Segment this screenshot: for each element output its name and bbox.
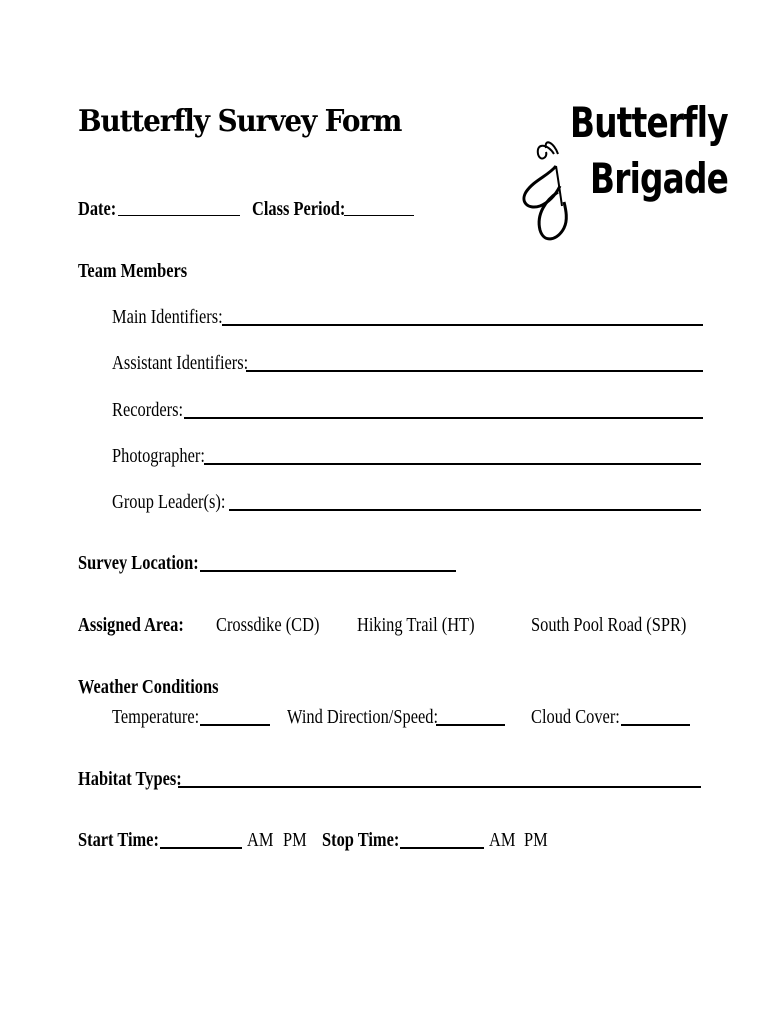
date-field[interactable] <box>118 215 240 216</box>
stop-time-field[interactable] <box>400 847 484 849</box>
date-label: Date: <box>78 198 117 220</box>
class-period-label: Class Period: <box>252 198 346 220</box>
photographer-label: Photographer: <box>112 445 205 467</box>
main-identifiers-label: Main Identifiers: <box>112 306 223 328</box>
butterfly-brigade-logo <box>518 96 729 256</box>
habitat-types-label: Habitat Types: <box>78 768 182 790</box>
photographer-field[interactable] <box>204 463 701 465</box>
start-pm-option[interactable]: PM <box>283 829 307 851</box>
area-option-hiking-trail[interactable]: Hiking Trail (HT) <box>357 614 475 636</box>
group-leaders-field[interactable] <box>229 509 701 511</box>
temperature-field[interactable] <box>200 724 270 726</box>
area-option-south-pool-road[interactable]: South Pool Road (SPR) <box>531 614 687 636</box>
start-time-label: Start Time: <box>78 829 159 851</box>
habitat-types-field[interactable] <box>178 786 701 788</box>
team-members-heading: Team Members <box>78 260 188 282</box>
main-identifiers-field[interactable] <box>222 324 703 326</box>
area-option-crossdike[interactable]: Crossdike (CD) <box>216 614 320 636</box>
cloud-cover-label: Cloud Cover: <box>531 706 620 728</box>
form-title: Butterfly Survey Form <box>78 104 402 139</box>
assistant-identifiers-label: Assistant Identifiers: <box>112 352 249 374</box>
stop-time-label: Stop Time: <box>322 829 400 851</box>
temperature-label: Temperature: <box>112 706 200 728</box>
cloud-cover-field[interactable] <box>621 724 690 726</box>
recorders-label: Recorders: <box>112 399 184 421</box>
start-am-option[interactable]: AM <box>247 829 274 851</box>
survey-location-label: Survey Location: <box>78 552 199 574</box>
class-period-field[interactable] <box>344 215 414 216</box>
logo-line2: Brigade <box>590 154 729 203</box>
logo-line1: Butterfly <box>570 98 728 147</box>
weather-heading: Weather Conditions <box>78 676 219 698</box>
butterfly-outline-icon <box>518 136 588 256</box>
assigned-area-label: Assigned Area: <box>78 614 184 636</box>
recorders-field[interactable] <box>184 417 703 419</box>
group-leaders-label: Group Leader(s): <box>112 491 226 513</box>
stop-pm-option[interactable]: PM <box>524 829 548 851</box>
wind-label: Wind Direction/Speed: <box>287 706 439 728</box>
stop-am-option[interactable]: AM <box>489 829 516 851</box>
assistant-identifiers-field[interactable] <box>246 370 703 372</box>
survey-location-field[interactable] <box>200 570 456 572</box>
wind-field[interactable] <box>436 724 505 726</box>
start-time-field[interactable] <box>160 847 242 849</box>
